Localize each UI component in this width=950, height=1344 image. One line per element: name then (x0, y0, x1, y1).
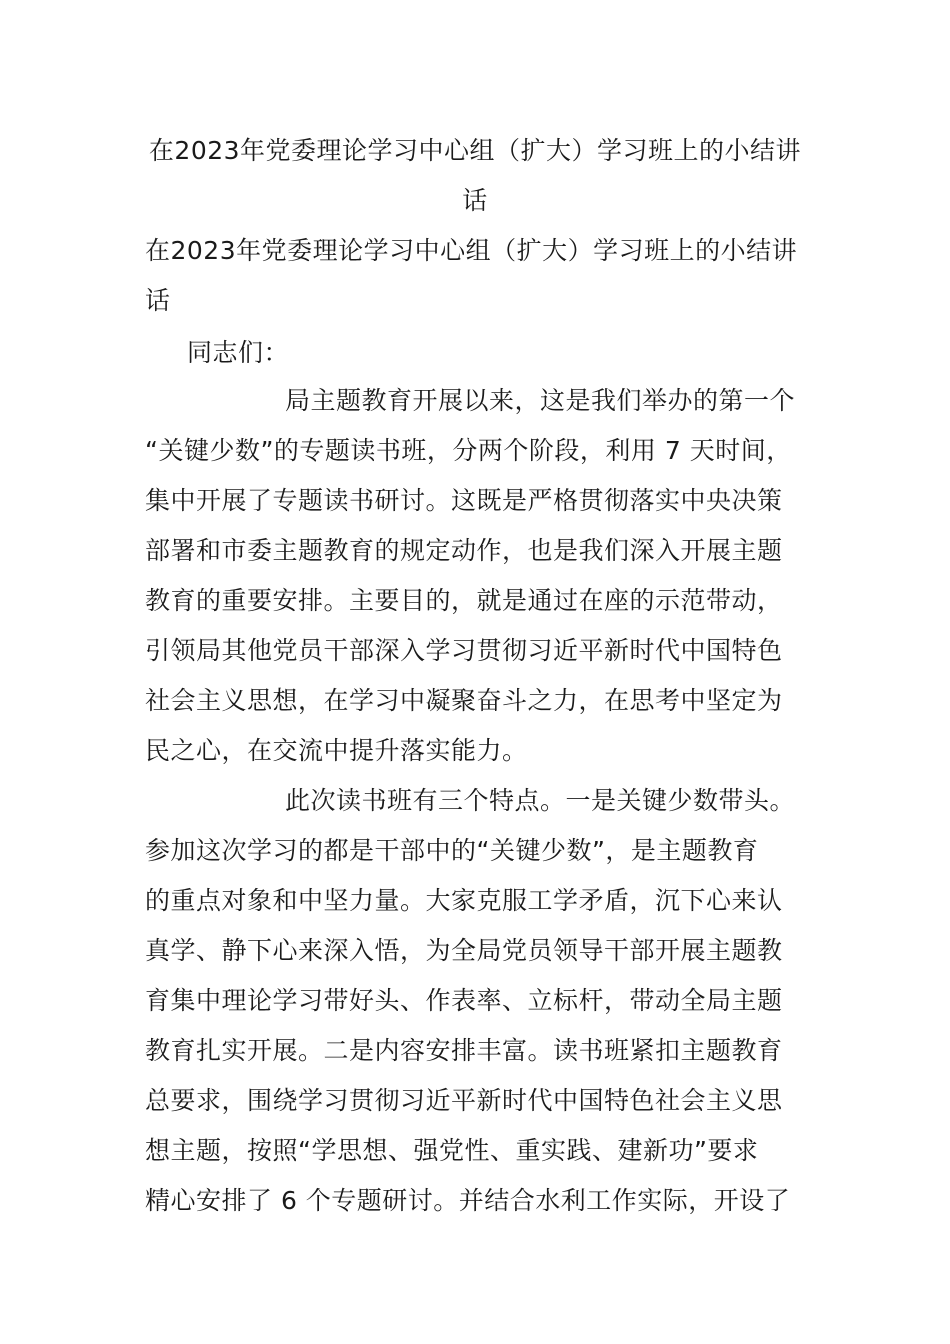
paragraph-1-line: 集中开展了专题读书研讨。这既是严格贯彻落实中央决策 (145, 486, 783, 515)
paragraph-2-line: 想主题，按照“学思想、强党性、重实践、建新功”要求 (145, 1136, 759, 1165)
paragraph-2-line: 教育扎实开展。二是内容安排丰富。读书班紧扣主题教育 (145, 1036, 783, 1065)
paragraph-1-line: 引领局其他党员干部深入学习贯彻习近平新时代中国特色 (145, 636, 783, 665)
paragraph-1-line: 民之心，在交流中提升落实能力。 (145, 736, 528, 765)
title-line-2: 话 (462, 186, 488, 215)
paragraph-1-line: 教育的重要安排。主要目的，就是通过在座的示范带动， (145, 586, 783, 615)
paragraph-2-line: 真学、静下心来深入悟，为全局党员领导干部开展主题教 (145, 936, 783, 965)
salutation: 同志们： (187, 338, 290, 367)
paragraph-1-line: 部署和市委主题教育的规定动作，也是我们深入开展主题 (145, 536, 783, 565)
paragraph-2-line: 精心安排了 6 个专题研讨。并结合水利工作实际，开设了 (145, 1186, 791, 1215)
paragraph-2-line: 育集中理论学习带好头、作表率、立标杆，带动全局主题 (145, 986, 783, 1015)
paragraph-2-line: 此次读书班有三个特点。一是关键少数带头。 (285, 786, 796, 815)
paragraph-1-line: 局主题教育开展以来，这是我们举办的第一个 (285, 386, 796, 415)
title-line-1: 在2023年党委理论学习中心组（扩大）学习班上的小结讲 (148, 136, 802, 165)
subtitle-line-2: 话 (145, 286, 171, 315)
paragraph-2-line: 的重点对象和中坚力量。大家克服工学矛盾，沉下心来认 (145, 886, 783, 915)
paragraph-2-line: 总要求，围绕学习贯彻习近平新时代中国特色社会主义思 (145, 1086, 783, 1115)
paragraph-1-line: 社会主义思想，在学习中凝聚奋斗之力，在思考中坚定为 (145, 686, 783, 715)
paragraph-2-line: 参加这次学习的都是干部中的“关键少数”，是主题教育 (145, 836, 759, 865)
paragraph-1-line: “关键少数”的专题读书班，分两个阶段，利用 7 天时间， (145, 436, 792, 465)
subtitle-line-1: 在2023年党委理论学习中心组（扩大）学习班上的小结讲 (145, 236, 798, 265)
